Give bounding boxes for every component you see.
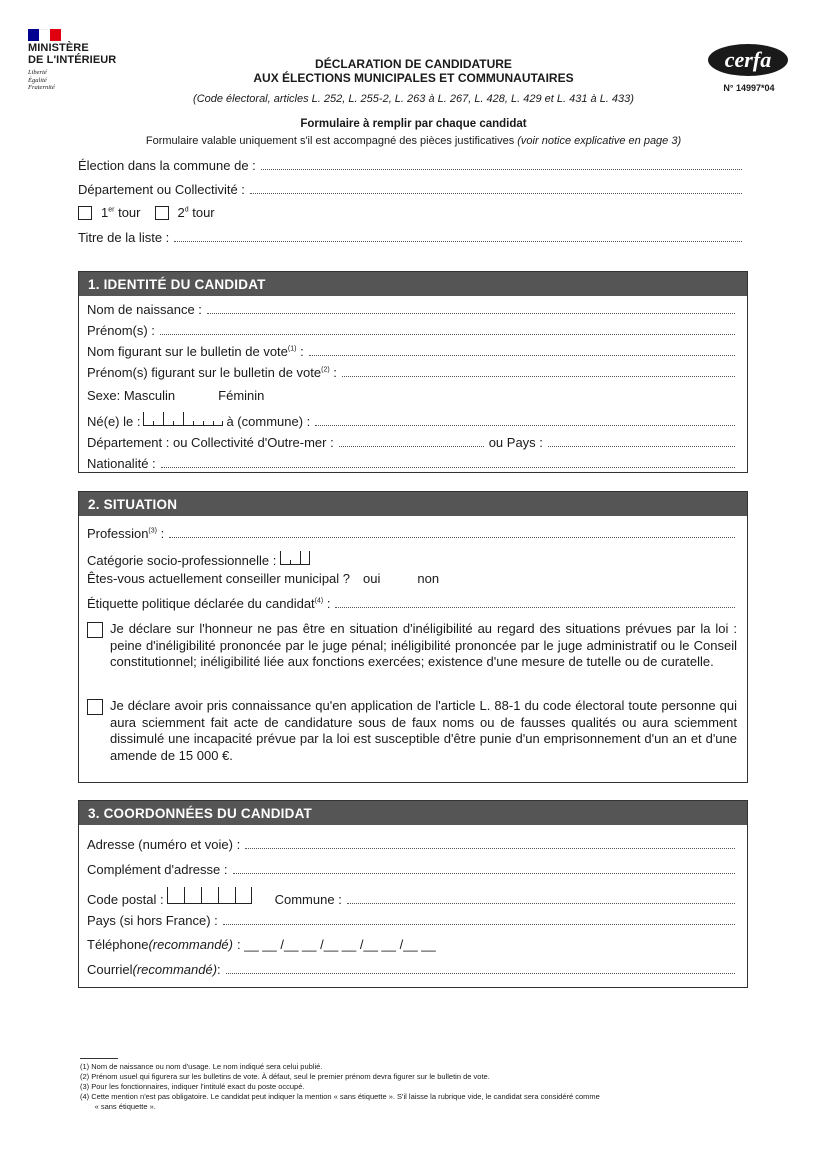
- code-postal-boxes[interactable]: [167, 887, 252, 904]
- pays-input[interactable]: [223, 914, 735, 925]
- tour-choice: [78, 205, 215, 220]
- profession-text: Profession: [87, 526, 149, 541]
- categorie-boxes[interactable]: [280, 551, 310, 565]
- etiquette-input[interactable]: [335, 597, 735, 608]
- note-italic: (voir notice explicative en page 3): [517, 135, 682, 147]
- nom-label: Nom de naissance :: [87, 302, 202, 317]
- code-reference: (Code électoral, articles L. 252, L. 255-2, L. 263 à L. 267, L. 428, L. 429 et L. 431 à L. 433): [193, 93, 634, 105]
- motto-fraternite: Fraternité: [28, 84, 55, 91]
- code-postal-label: Code postal :: [87, 892, 164, 907]
- prenom-bulletin-row: [87, 365, 735, 380]
- section3-title: 3. COORDONNÉES DU CANDIDAT: [79, 801, 747, 825]
- nom-bulletin-row: [87, 344, 735, 359]
- footnote-ref-3: (3): [148, 527, 157, 535]
- footnote-ref-1: (1): [287, 345, 297, 353]
- tour2-num: 2: [177, 205, 185, 220]
- declaration2-text: Je déclare avoir pris connaissance qu'en application de l'article L. 88-1 du code électoral toute personne qui aura sciemment fait acte de candidature sous de faux noms ou de fausses qualités ou aura sciemment dissimulé une incapacité prévue par la loi est susceptible d'être punie d'un emprisonnement d'un an et d'une amende de 15 000 €.: [110, 698, 737, 763]
- commune-label: Élection dans la commune de :: [78, 158, 256, 173]
- title-line-2: AUX ÉLECTIONS MUNICIPALES ET COMMUNAUTAIRES: [253, 71, 574, 85]
- sexe-masculin-option[interactable]: Sexe: Masculin: [87, 388, 176, 403]
- tour2-checkbox[interactable]: [155, 206, 169, 220]
- prenom-row: [87, 323, 735, 338]
- nationalite-label: Nationalité :: [87, 456, 156, 471]
- pays-row: [87, 913, 735, 928]
- tour2-suffix: tour: [188, 205, 215, 220]
- telephone-input[interactable]: : __ __ /__ __ /__ __ /__ __ /__ __: [236, 937, 436, 952]
- title-line-1: DÉCLARATION DE CANDIDATURE: [315, 57, 512, 71]
- motto: [28, 69, 55, 92]
- tour1-sup: er: [108, 206, 115, 214]
- tour1-num: 1: [101, 205, 109, 220]
- tour1-checkbox[interactable]: [78, 206, 92, 220]
- titre-liste-label: Titre de la liste :: [78, 230, 170, 245]
- profession-row: [87, 526, 735, 541]
- complement-row: [87, 862, 735, 877]
- commune-field-row: [78, 158, 742, 173]
- ministry-line-2: DE L'INTÉRIEUR: [28, 54, 117, 66]
- categorie-label: Catégorie socio-professionnelle :: [87, 553, 277, 568]
- commune-naissance-label: à (commune) :: [226, 414, 311, 429]
- prenom-input[interactable]: [160, 324, 735, 335]
- footnote-1: (1) Nom de naissance ou nom d'usage. Le nom indiqué sera celui publié.: [80, 1062, 323, 1071]
- footnote-ref-2: (2): [321, 366, 330, 374]
- section1-title: 1. IDENTITÉ DU CANDIDAT: [79, 272, 747, 296]
- courriel-input[interactable]: [226, 963, 735, 974]
- sexe-feminin-option[interactable]: Féminin: [218, 388, 265, 403]
- tour2-sup: d: [184, 206, 189, 214]
- courriel-label: Courriel: [87, 962, 133, 977]
- prenom-bulletin-input[interactable]: [342, 366, 735, 377]
- courriel-row: [87, 962, 735, 977]
- categorie-row: [87, 551, 735, 568]
- telephone-recommande: (recommandé): [148, 937, 233, 952]
- declaration-ineligibilite: [87, 621, 737, 671]
- commune-naissance-input[interactable]: [315, 415, 735, 426]
- adresse-row: [87, 837, 735, 852]
- code-postal-row: [87, 887, 735, 907]
- nationalite-input[interactable]: [161, 457, 735, 468]
- conseiller-oui-option[interactable]: oui: [363, 571, 381, 586]
- footnote-3: (3) Pour les fonctionnaires, indiquer l'intitulé exact du poste occupé.: [80, 1082, 305, 1091]
- conseiller-row: [87, 571, 735, 586]
- nom-bulletin-label: Nom figurant sur le bulletin de vote$^{(1)}$ :: [87, 344, 304, 359]
- footnote-2: (2) Prénom usuel qui figurera sur les bulletins de vote. À défaut, seul le premier prénom devra figurer sur le bulletin de vote.: [80, 1072, 490, 1081]
- birthdate-boxes[interactable]: [143, 412, 223, 426]
- naissance-row: [87, 412, 735, 429]
- etiquette-label: Étiquette politique déclarée du candidat$^{(4)}$ :: [87, 596, 331, 611]
- departement-label: Département ou Collectivité :: [78, 182, 245, 197]
- note-text: Formulaire valable uniquement s'il est accompagné des pièces justificatives: [145, 135, 518, 147]
- pays-naissance-label: ou Pays :: [488, 435, 543, 450]
- nom-row: [87, 302, 735, 317]
- nom-input[interactable]: [207, 303, 735, 314]
- nom-bulletin-input[interactable]: [309, 345, 735, 356]
- titre-liste-row: [78, 230, 742, 245]
- etiquette-row: [87, 596, 735, 611]
- declaration1-text: Je déclare sur l'honneur ne pas être en situation d'inéligibilité au regard des situations prévues par la loi : peine d'inéligibilité prononcée par le juge pénal; inéligibilité prononcée par le juge administratif ou le Conseil constitutionnel; inéligibilité liée aux fonctions exercées; existence d'une mesure de tutelle ou de curatelle.: [110, 621, 737, 669]
- conseiller-label: Êtes-vous actuellement conseiller municipal ?: [87, 571, 351, 586]
- section2-title: 2. SITUATION: [79, 492, 747, 516]
- form-title: [200, 57, 627, 85]
- republic-flag-icon: [28, 28, 62, 40]
- pays-naissance-input[interactable]: [548, 436, 735, 447]
- prenom-bulletin-text: Prénom(s) figurant sur le bulletin de vote: [87, 365, 322, 380]
- courriel-colon: :: [217, 962, 221, 977]
- profession-input[interactable]: [169, 527, 735, 538]
- telephone-row: [87, 937, 735, 952]
- footnote-ref-4: (4): [314, 597, 324, 605]
- departement-naissance-row: [87, 435, 735, 450]
- telephone-label: Téléphone: [87, 937, 149, 952]
- courriel-recommande: (recommandé): [132, 962, 218, 977]
- ministry-line-1: MINISTÈRE: [28, 42, 89, 54]
- titre-liste-input[interactable]: [174, 231, 742, 242]
- tour1-suffix: tour: [114, 205, 141, 220]
- footnote-divider: [80, 1058, 118, 1059]
- ne-le-label: Né(e) le :: [87, 414, 141, 429]
- section-coordonnees: [78, 800, 748, 988]
- declaration1-checkbox[interactable]: [87, 622, 103, 638]
- ministry-logo: [28, 42, 116, 66]
- commune-input[interactable]: [261, 159, 742, 170]
- form-subtitle: Formulaire à remplir par chaque candidat: [300, 118, 527, 130]
- sexe-row: [87, 388, 735, 403]
- footnote-4: (4) Cette mention n'est pas obligatoire. Le candidat peut indiquer la mention « sans étiquette ». S'il laisse la rubrique vide, le candidat sera considéré comme: [80, 1092, 600, 1101]
- prenom-bulletin-label: Prénom(s) figurant sur le bulletin de vote$^{(2)}$ :: [87, 365, 337, 380]
- cerfa-logo: cerfa: [708, 44, 788, 76]
- adresse-label: Adresse (numéro et voie) :: [87, 837, 241, 852]
- section-identite: [78, 271, 748, 473]
- nom-bulletin-text: Nom figurant sur le bulletin de vote: [87, 344, 288, 359]
- nationalite-row: [87, 456, 735, 471]
- departement-naissance-input[interactable]: [339, 436, 484, 447]
- pays-label: Pays (si hors France) :: [87, 913, 218, 928]
- adresse-input[interactable]: [245, 838, 735, 849]
- departement-input[interactable]: [250, 183, 742, 194]
- section-situation: [78, 491, 748, 783]
- footnotes: [80, 1062, 720, 1112]
- complement-label: Complément d'adresse :: [87, 862, 228, 877]
- declaration-article-l88: [87, 698, 737, 764]
- declaration2-checkbox[interactable]: [87, 699, 103, 715]
- profession-label: Profession$^{(3)}$ :: [87, 526, 165, 541]
- prenom-label: Prénom(s) :: [87, 323, 155, 338]
- cerfa-number: N° 14997*04: [723, 83, 775, 93]
- etiquette-text: Étiquette politique déclarée du candidat: [87, 596, 315, 611]
- tour1-label: [101, 205, 140, 220]
- departement-field-row: [78, 182, 742, 197]
- motto-egalite: Égalité: [28, 76, 47, 84]
- form-note: [80, 135, 747, 147]
- tour2-label: [177, 205, 214, 220]
- footnote-4-cont: « sans étiquette ».: [80, 1102, 156, 1111]
- departement-naissance-label: Département : ou Collectivité d'Outre-mer :: [87, 435, 334, 450]
- conseiller-non-option[interactable]: non: [417, 571, 440, 586]
- commune-label: Commune :: [274, 892, 342, 907]
- complement-input[interactable]: [233, 863, 736, 874]
- motto-liberte: Liberté: [28, 69, 47, 76]
- commune-input[interactable]: [347, 893, 735, 904]
